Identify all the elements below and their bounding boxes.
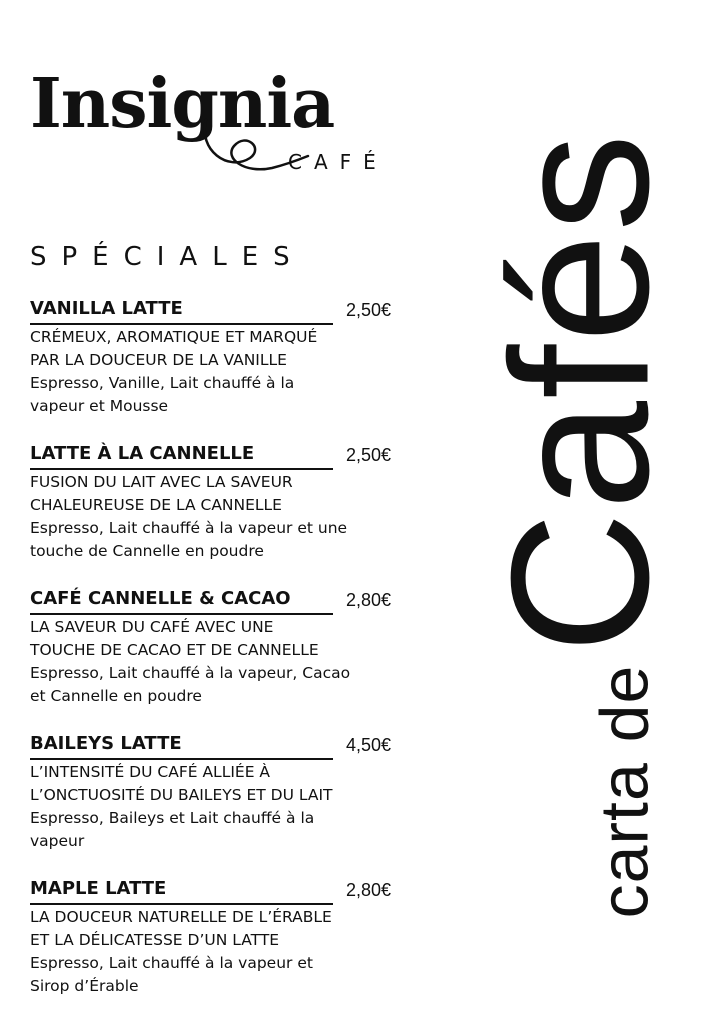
item-description-line: L’INTENSITÉ DU CAFÉ ALLIÉE À	[30, 763, 271, 781]
item-description-line: PAR LA DOUCEUR DE LA VANILLE	[30, 351, 287, 369]
item-description-line: TOUCHE DE CACAO ET DE CANNELLE	[30, 641, 319, 659]
item-name: CAFÉ CANNELLE & CACAO	[30, 588, 291, 609]
item-ingredients-line: vapeur et Mousse	[30, 397, 169, 415]
item-divider	[30, 613, 333, 615]
item-name: MAPLE LATTE	[30, 878, 167, 899]
item-description-line: CRÉMEUX, AROMATIQUE ET MARQUÉ	[30, 328, 318, 346]
side-title-big: Cafés	[470, 131, 690, 654]
item-ingredients-line: Espresso, Lait chauffé à la vapeur, Cacao	[30, 664, 351, 682]
side-title	[468, 132, 693, 919]
item-description-line: ET LA DÉLICATESSE D’UN LATTE	[30, 931, 280, 949]
item-price: 4,50€	[346, 735, 392, 755]
brand-logo	[30, 64, 400, 180]
item-ingredients-line: Sirop d’Érable	[30, 977, 139, 995]
item-description-line: LA SAVEUR DU CAFÉ AVEC UNE	[30, 618, 274, 636]
side-title-area	[455, 60, 705, 990]
item-ingredients-line: Espresso, Vanille, Lait chauffé à la	[30, 374, 295, 392]
item-description-line: CHALEUREUSE DE LA CANNELLE	[30, 496, 282, 514]
menu-item	[30, 586, 410, 708]
item-ingredients-line: Espresso, Lait chauffé à la vapeur et	[30, 954, 313, 972]
item-price: 2,80€	[346, 880, 392, 900]
section-title: SPÉCIALES	[30, 242, 305, 272]
menu-item	[30, 441, 410, 563]
brand-name: Insignia	[30, 64, 335, 144]
item-price: 2,50€	[346, 445, 392, 465]
side-title-small: carta de	[586, 664, 663, 919]
item-description-line: LA DOUCEUR NATURELLE DE L’ÉRABLE	[30, 908, 332, 926]
item-ingredients-line: vapeur	[30, 832, 85, 850]
item-price: 2,50€	[346, 300, 392, 320]
item-price: 2,80€	[346, 590, 392, 610]
item-divider	[30, 903, 333, 905]
menu-item	[30, 876, 410, 998]
item-description-line: FUSION DU LAIT AVEC LA SAVEUR	[30, 473, 293, 491]
brand-subtitle: CAFÉ	[288, 150, 388, 174]
item-ingredients-line: Espresso, Baileys et Lait chauffé à la	[30, 809, 315, 827]
item-divider	[30, 323, 333, 325]
item-ingredients-line: Espresso, Lait chauffé à la vapeur et une	[30, 519, 348, 537]
item-divider	[30, 758, 333, 760]
item-ingredients-line: et Cannelle en poudre	[30, 687, 202, 705]
menu-item	[30, 731, 410, 853]
item-name: LATTE À LA CANNELLE	[30, 443, 255, 464]
item-name: BAILEYS LATTE	[30, 733, 182, 754]
item-description-line: L’ONCTUOSITÉ DU BAILEYS ET DU LAIT	[30, 786, 333, 804]
item-divider	[30, 468, 333, 470]
item-ingredients-line: touche de Cannelle en poudre	[30, 542, 264, 560]
item-name: VANILLA LATTE	[30, 298, 183, 319]
menu-item	[30, 296, 410, 418]
